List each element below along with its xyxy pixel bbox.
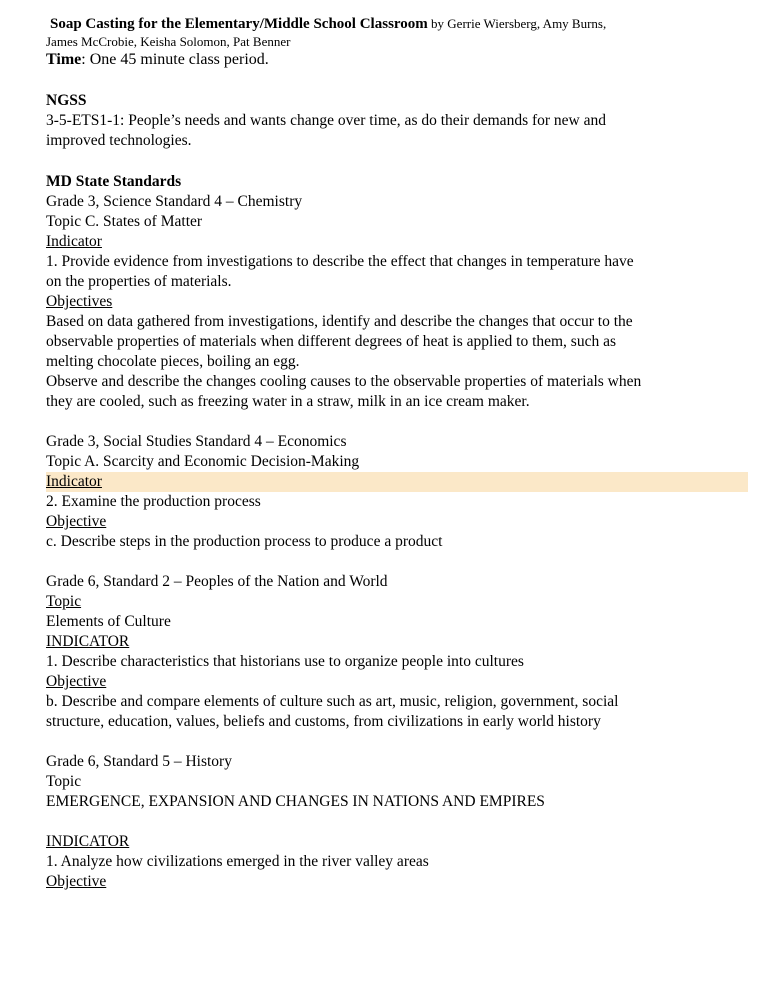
objective-text: structure, education, values, beliefs and customs, from civilizations in early world history [46,713,601,730]
authors-line-1: by Gerrie Wiersberg, Amy Burns, [427,16,607,31]
objective-text: Based on data gathered from investigations, identify and describe the changes that occur to the [46,313,633,330]
objective-text: b. Describe and compare elements of culture such as art, music, religion, government, social [46,693,619,710]
time-line [46,50,746,70]
objective-text: c. Describe steps in the production process to produce a product [46,533,443,550]
indicator-label: INDICATOR [46,633,130,650]
topic-line: Topic C. States of Matter [46,213,203,230]
objectives-label: Objectives [46,293,113,310]
time-label: Time [46,51,82,68]
time-value: : One 45 minute class period. [81,51,269,68]
topic-label: Topic [46,773,82,790]
indicator-text: 1. Describe characteristics that historians use to organize people into cultures [46,653,524,670]
objective-text: observable properties of materials when different degrees of heat is applied to them, such as [46,333,617,350]
standard-title: Grade 3, Science Standard 4 – Chemistry [46,193,303,210]
md-standards-heading: MD State Standards [46,173,182,190]
indicator-text: on the properties of materials. [46,273,232,290]
standard-title: Grade 6, Standard 2 – Peoples of the Nation and World [46,573,388,590]
objective-label: Objective [46,873,107,890]
topic-text: EMERGENCE, EXPANSION AND CHANGES IN NATIONS AND EMPIRES [46,793,545,810]
indicator-text: 1. Provide evidence from investigations to describe the effect that changes in temperature have [46,253,634,270]
document-page [46,14,746,892]
highlighted-indicator-row [46,472,748,492]
social-studies-grade3-section [46,432,746,552]
standard-title: Grade 3, Social Studies Standard 4 – Economics [46,433,347,450]
indicator-text: 2. Examine the production process [46,493,261,510]
indicator-label: INDICATOR [46,833,130,850]
topic-text: Elements of Culture [46,613,171,630]
objective-text: they are cooled, such as freezing water in a straw, milk in an ice cream maker. [46,393,530,410]
document-title: Soap Casting for the Elementary/Middle School Classroom [50,16,428,32]
topic-label: Topic [46,593,82,610]
indicator-text: 1. Analyze how civilizations emerged in the river valley areas [46,853,429,870]
document-header [46,14,746,34]
grade6-standard2-section [46,572,746,732]
ngss-section [46,91,746,151]
objective-text: melting chocolate pieces, boiling an egg. [46,353,300,370]
grade6-standard5-section [46,752,746,892]
standard-title: Grade 6, Standard 5 – History [46,753,232,770]
ngss-line: 3-5-ETS1-1: People’s needs and wants change over time, as do their demands for new and [46,112,606,129]
indicator-label: Indicator [46,233,102,250]
ngss-line: improved technologies. [46,132,192,149]
md-state-standards-section [46,172,746,412]
authors-line-2: James McCrobie, Keisha Solomon, Pat Benner [46,34,291,49]
topic-line: Topic A. Scarcity and Economic Decision-Making [46,453,360,470]
objective-label: Objective [46,673,107,690]
objective-label: Objective [46,513,107,530]
ngss-heading: NGSS [46,92,87,109]
indicator-label: Indicator [46,473,102,490]
objective-text: Observe and describe the changes cooling causes to the observable properties of materials when [46,373,642,390]
